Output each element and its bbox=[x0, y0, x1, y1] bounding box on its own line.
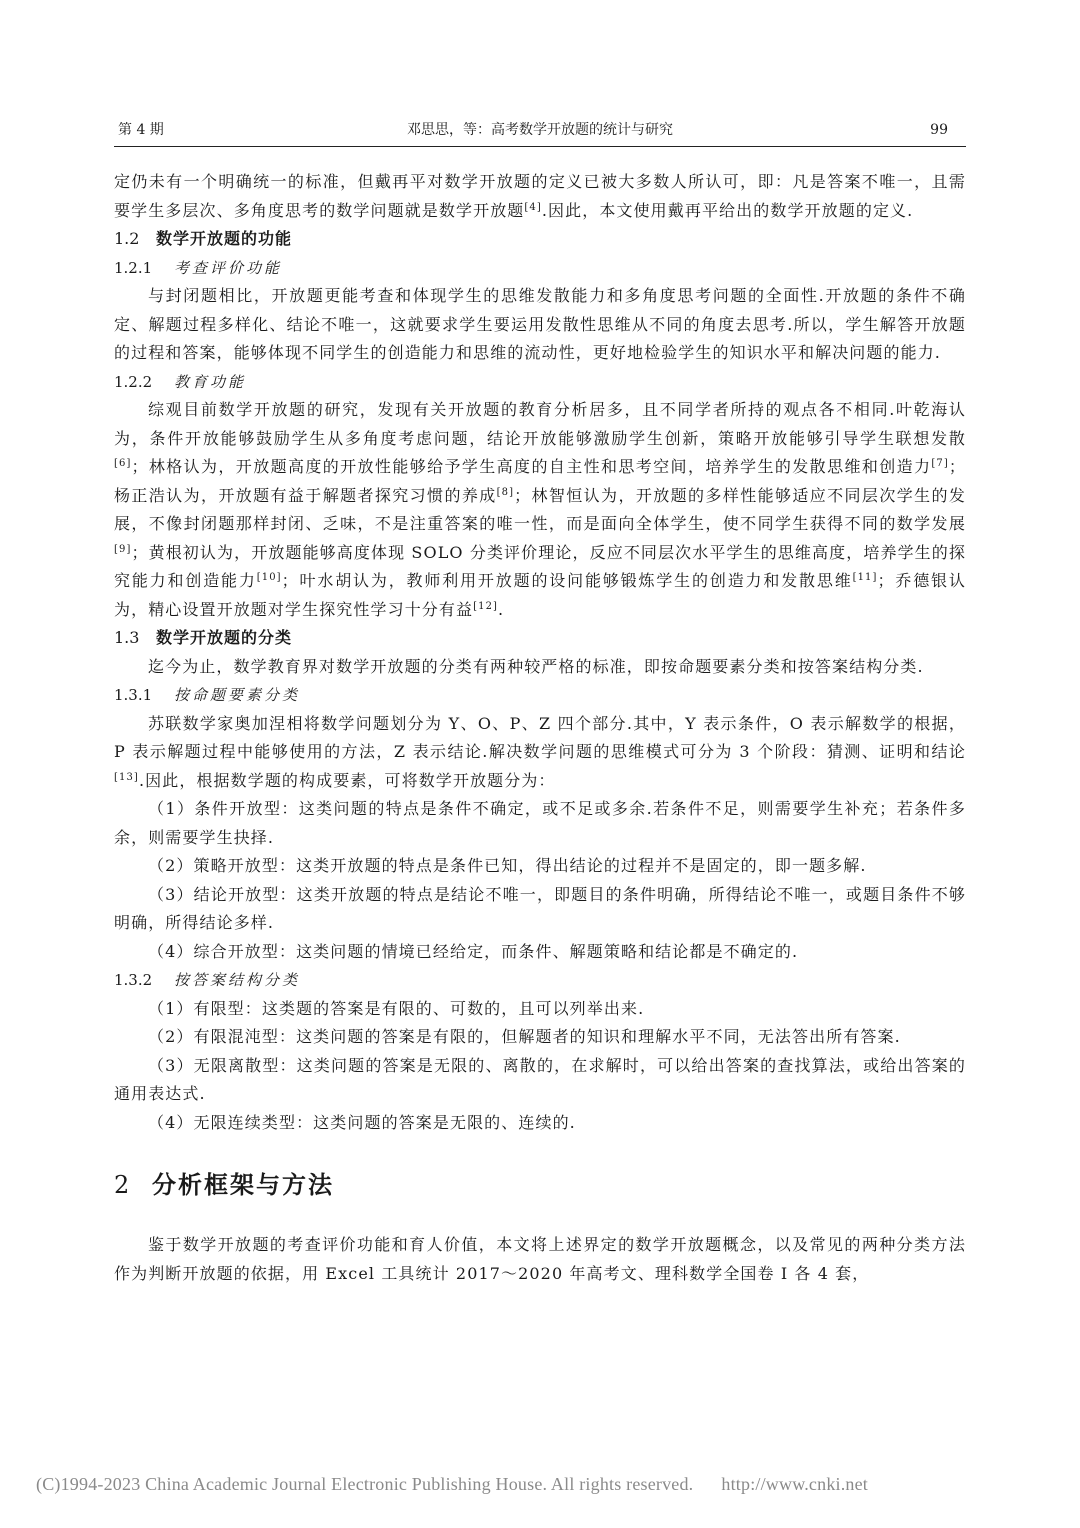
list-item: （2）策略开放型：这类开放题的特点是条件已知，得出结论的过程并不是固定的，即一题多解. bbox=[148, 856, 867, 875]
heading-number: 1.2.1 bbox=[114, 258, 153, 277]
list-item: （3）无限离散型：这类问题的答案是无限的、离散的，在求解时，可以给出答案的查找算法，或给出答案的通用表达式. bbox=[114, 1055, 966, 1103]
list-item: （2）有限混沌型：这类问题的答案是有限的，但解题者的知识和理解水平不同，无法答出所有答案. bbox=[148, 1027, 901, 1046]
heading-number: 1.3.2 bbox=[114, 971, 153, 989]
paragraph-definition bbox=[114, 168, 966, 225]
heading-number: 1.2.2 bbox=[114, 372, 153, 391]
paragraph-text: ；杨正浩认为，开放题有益于解题者探究习惯的养成 bbox=[114, 457, 966, 505]
list-item: （3）结论开放型：这类开放题的特点是结论不唯一，即题目的条件明确，所得结论不唯一，或题目条件不够明确，所得结论多样. bbox=[114, 884, 966, 932]
heading-title: 按命题要素分类 bbox=[174, 686, 301, 704]
issue-number: 第 4 期 bbox=[118, 122, 164, 138]
paragraph-text: . bbox=[498, 599, 505, 619]
section-heading-2 bbox=[114, 1167, 966, 1203]
paragraph-text: ；乔德银认为，精心设置开放题对学生探究性学习十分有益 bbox=[114, 571, 966, 619]
running-title: 邓思思，等：高考数学开放题的统计与研究 bbox=[407, 122, 673, 138]
citation: [13] bbox=[114, 771, 139, 783]
running-header bbox=[114, 120, 966, 144]
citation: [9] bbox=[114, 543, 132, 555]
citation: [6] bbox=[114, 458, 132, 469]
header-rule bbox=[114, 146, 966, 147]
list-item: （1）条件开放型：这类问题的特点是条件不确定，或不足或多余.若条件不足，则需要学生补充；若条件多余，则需要学生抉择. bbox=[114, 799, 966, 847]
paragraph-text: 苏联数学家奥加涅相将数学问题划分为 Y、O、P、Z 四个部分.其中，Y 表示条件，O 表示解数学的根据，P 表示解题过程中能够使用的方法，Z 表示结论.解决数学问题的思维模式可分为 3 个阶段：猜测、证明和结论 bbox=[114, 713, 966, 761]
paragraph-classification-intro: 迄今为止，数学教育界对数学开放题的分类有两种较严格的标准，即按命题要素分类和按答案结构分类. bbox=[148, 656, 924, 676]
paragraph-text: .因此，本文使用戴再平给出的数学开放题的定义. bbox=[541, 200, 914, 220]
paragraph-text: .因此，根据数学题的构成要素，可将数学开放题分为： bbox=[138, 770, 556, 790]
paragraph-education-function bbox=[114, 396, 966, 624]
paragraph-text: ；叶水胡认为，教师利用开放题的设问能够锻炼学生的创造力和发散思维 bbox=[281, 571, 853, 590]
subsection-heading-1-3-1 bbox=[114, 681, 966, 710]
heading-number: 1.3 bbox=[114, 628, 140, 647]
page-number: 99 bbox=[930, 122, 948, 138]
paragraph-text: ；林智恒认为，开放题的多样性能够适应不同层次学生的发展，不像封闭题那样封闭、乏味，不是注重答案的唯一性，而是面向全体学生，使不同学生获得不同的数学发展 bbox=[114, 485, 966, 533]
heading-title: 数学开放题的功能 bbox=[156, 229, 293, 248]
heading-number: 1.3.1 bbox=[114, 686, 153, 704]
section-heading-1-3 bbox=[114, 624, 966, 653]
citation: [4] bbox=[524, 201, 542, 213]
subsection-heading-1-2-2 bbox=[114, 368, 966, 397]
heading-title: 考查评价功能 bbox=[174, 258, 283, 277]
section-heading-1-2 bbox=[114, 225, 966, 254]
article-body bbox=[114, 168, 966, 1288]
footer-link[interactable]: http://www.cnki.net bbox=[721, 1474, 869, 1494]
heading-number: 1.2 bbox=[114, 229, 140, 248]
paragraph-text: 综观目前数学开放题的研究，发现有关开放题的教育分析居多，且不同学者所持的观点各不相同.叶乾海认为，条件开放能够鼓励学生从多角度考虑问题，结论开放能够激励学生创新，策略开放能够引导学生联想发散 bbox=[114, 400, 966, 448]
citation: [8] bbox=[496, 486, 515, 498]
citation: [10] bbox=[256, 572, 282, 583]
heading-title: 教育功能 bbox=[174, 372, 247, 391]
heading-title: 数学开放题的分类 bbox=[156, 628, 293, 647]
copyright-text: (C)1994-2023 China Academic Journal Electronic Publishing House. All rights reserved. bbox=[36, 1474, 694, 1494]
list-item: （4）综合开放型：这类问题的情境已经给定，而条件、解题策略和结论都是不确定的. bbox=[148, 941, 799, 961]
citation: [11] bbox=[852, 572, 878, 583]
citation: [12] bbox=[473, 600, 499, 612]
paragraph-text: ；林格认为，开放题高度的开放性能够给予学生高度的自主性和思考空间，培养学生的发散思维和创造力 bbox=[131, 457, 932, 476]
paragraph-framework: 鉴于数学开放题的考查评价功能和育人价值，本文将上述界定的数学开放题概念，以及常见的两种分类方法作为判断开放题的依据，用 Excel 工具统计 2017～2020 年高考文、理科数学全国卷 I 各 4 套， bbox=[114, 1235, 966, 1283]
heading-title: 分析框架与方法 bbox=[152, 1171, 334, 1199]
citation: [7] bbox=[931, 458, 949, 469]
copyright-footer bbox=[36, 1474, 1036, 1495]
list-item: （1）有限型：这类题的答案是有限的、可数的，且可以列举出来. bbox=[148, 998, 645, 1018]
heading-number: 2 bbox=[114, 1171, 130, 1199]
list-item: （4）无限连续类型：这类问题的答案是无限的、连续的. bbox=[148, 1112, 576, 1132]
paragraph-text: 定仍未有一个明确统一的标准，但戴再平对数学开放题的定义已被大多数人所认可，即：凡是答案不唯一，且需要学生多层次、多角度思考的数学问题就是数学开放题 bbox=[114, 172, 966, 220]
paragraph-text: ；黄根初认为，开放题能够高度体现 SOLO 分类评价理论，反应不同层次水平学生的思维高度，培养学生的探究能力和创造能力 bbox=[114, 542, 966, 590]
paragraph-proposition-elements bbox=[114, 710, 966, 796]
subsection-heading-1-3-2 bbox=[114, 966, 966, 995]
heading-title: 按答案结构分类 bbox=[174, 971, 301, 989]
subsection-heading-1-2-1 bbox=[114, 254, 966, 283]
paragraph-evaluation-function: 与封闭题相比，开放题更能考查和体现学生的思维发散能力和多角度思考问题的全面性.开放题的条件不确定、解题过程多样化、结论不唯一，这就要求学生要运用发散性思维从不同的角度去思考.所以，学生解答开放题的过程和答案，能够体现不同学生的创造能力和思维的流动性，更好地检验学生的知识水平和解决问题的能力. bbox=[114, 286, 966, 362]
